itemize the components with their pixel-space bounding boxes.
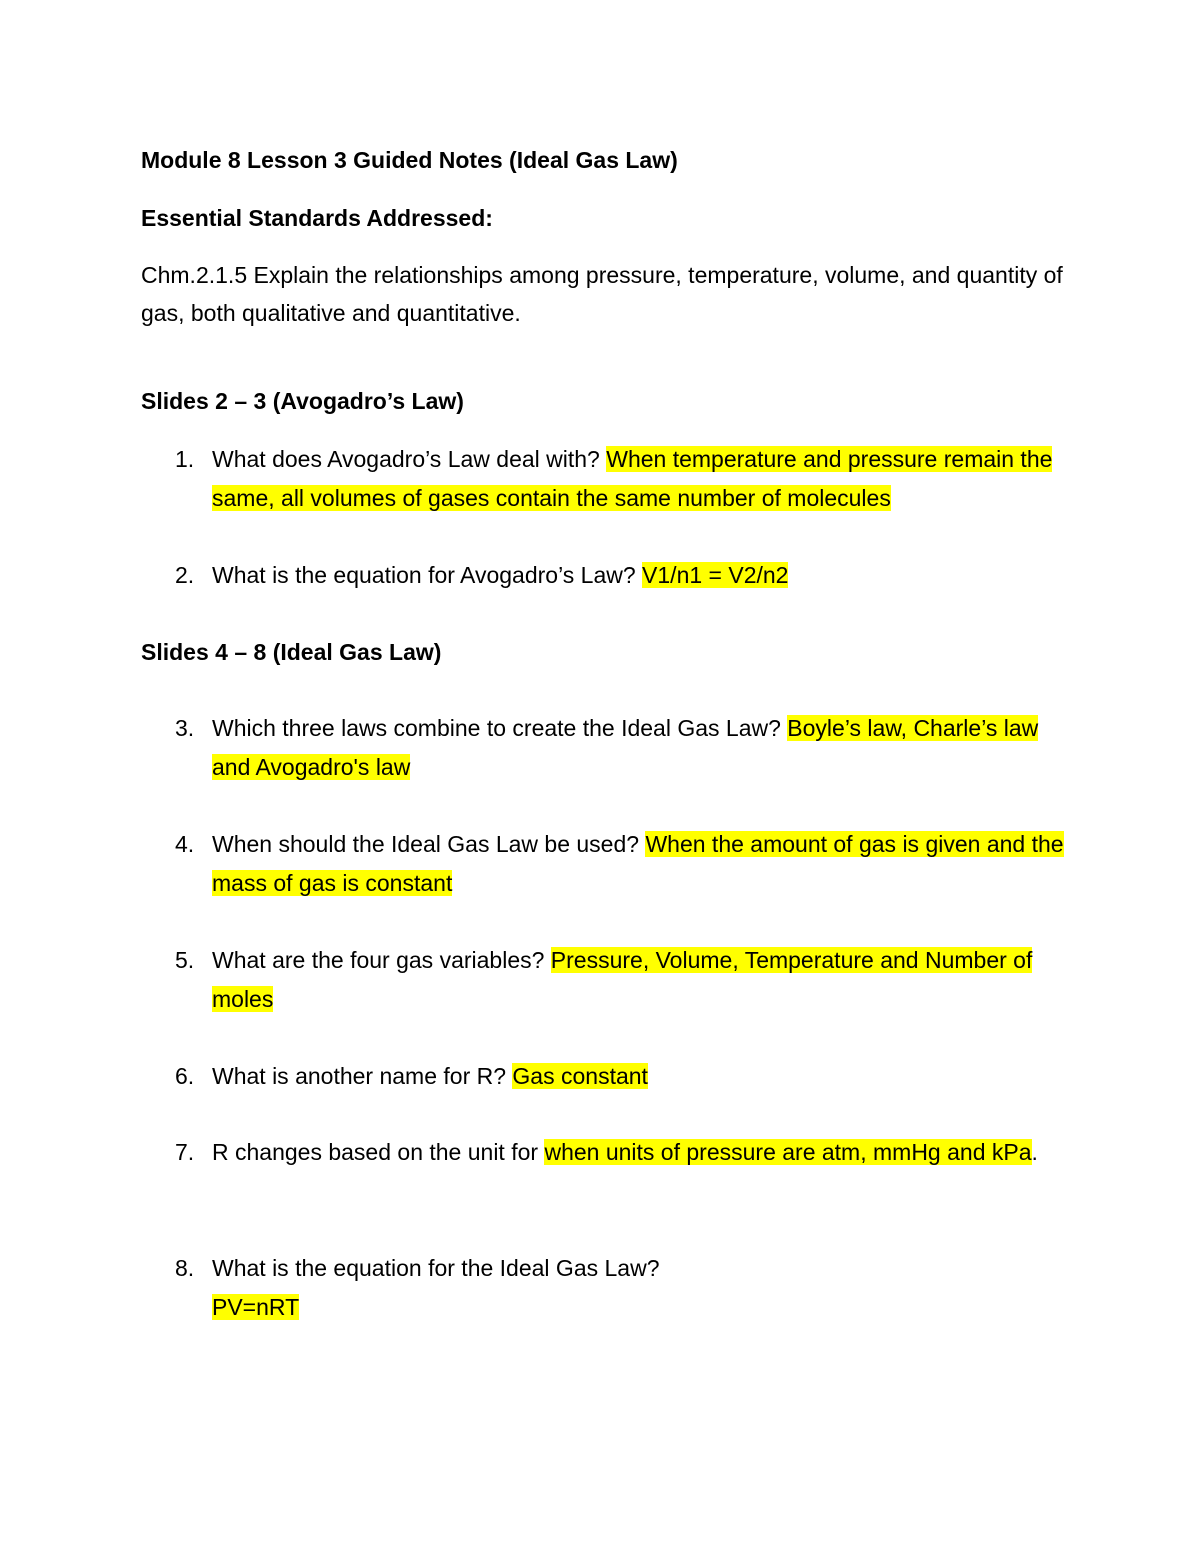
question-tail: . <box>1031 1139 1038 1165</box>
question-text: What is another name for R? <box>212 1063 513 1089</box>
answer-highlight: Boyle’s law, Charle’s law and Avogadro's law <box>212 715 1039 780</box>
question-number: 6. <box>175 1063 195 1089</box>
question-body <box>212 1133 1072 1172</box>
question-text: What are the four gas variables? <box>212 947 551 973</box>
question-number: 4. <box>175 831 195 857</box>
answer-highlight: Pressure, Volume, Temperature and Number of moles <box>212 947 1033 1012</box>
question-text: When should the Ideal Gas Law be used? <box>212 831 646 857</box>
question-body <box>212 1057 1072 1096</box>
answer-highlight: V1/n1 = V2/n2 <box>642 562 789 588</box>
question-text: Which three laws combine to create the Ideal Gas Law? <box>212 715 788 741</box>
answer-highlight: PV=nRT <box>212 1293 300 1320</box>
standards-heading: Essential Standards Addressed: <box>141 205 493 231</box>
question-body <box>212 440 1072 517</box>
section-heading-ideal-gas: Slides 4 – 8 (Ideal Gas Law) <box>141 639 442 665</box>
question-number: 3. <box>175 715 195 741</box>
question-body <box>212 825 1072 902</box>
question-body <box>212 941 1072 1018</box>
question-text: What does Avogadro’s Law deal with? <box>212 446 607 472</box>
question-number: 2. <box>175 562 195 588</box>
answer-highlight: Gas constant <box>512 1063 648 1089</box>
question-text: What is the equation for Avogadro’s Law? <box>212 562 643 588</box>
question-body <box>212 556 1072 595</box>
question-body <box>212 1249 1072 1326</box>
question-number: 1. <box>175 446 195 472</box>
standard-text: Chm.2.1.5 Explain the relationships among pressure, temperature, volume, and quantity of gas, both qualitative and quantitative. <box>141 262 1063 326</box>
question-text: R changes based on the unit for <box>212 1139 545 1165</box>
question-body <box>212 709 1072 786</box>
answer-highlight: When the amount of gas is given and the mass of gas is constant <box>212 831 1064 896</box>
question-number: 5. <box>175 947 195 973</box>
answer-highlight: when units of pressure are atm, mmHg and kPa <box>544 1139 1032 1165</box>
answer-highlight: When temperature and pressure remain the same, all volumes of gases contain the same number of molecules <box>212 446 1053 511</box>
page-title: Module 8 Lesson 3 Guided Notes (Ideal Gas Law) <box>141 147 678 173</box>
question-number: 7. <box>175 1139 195 1165</box>
question-text: What is the equation for the Ideal Gas Law? <box>212 1255 660 1281</box>
question-number: 8. <box>175 1255 195 1281</box>
section-heading-avogadro: Slides 2 – 3 (Avogadro’s Law) <box>141 388 464 414</box>
